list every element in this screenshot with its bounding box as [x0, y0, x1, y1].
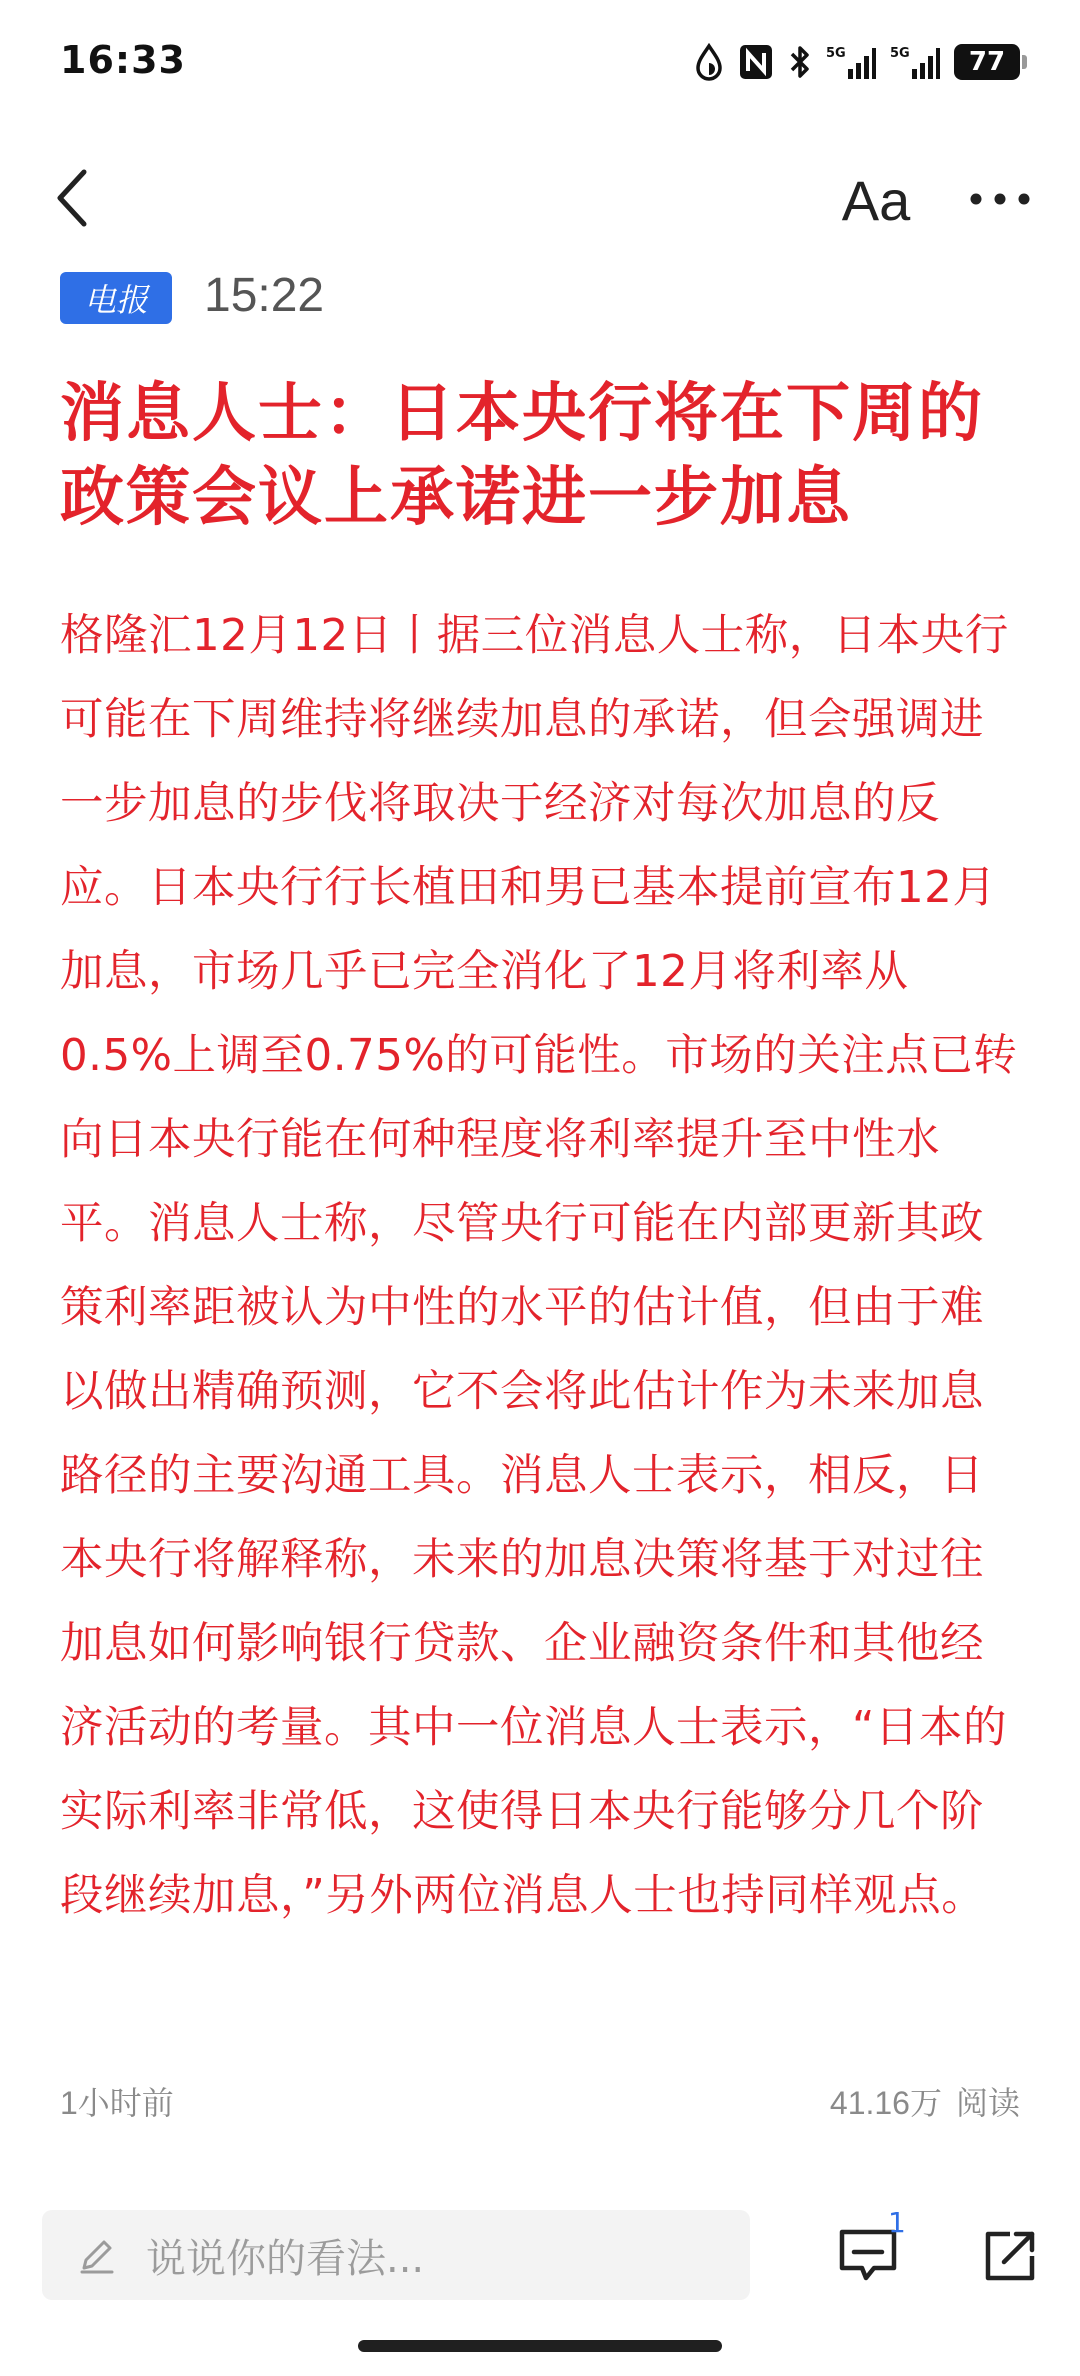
- status-time: 16:33: [60, 38, 186, 82]
- pen-icon: [76, 2234, 118, 2276]
- drop-icon: [694, 43, 724, 81]
- svg-text:5G: 5G: [826, 46, 846, 61]
- status-icons: [694, 40, 1020, 84]
- bluetooth-icon: [788, 43, 812, 81]
- more-dots-icon: [969, 191, 1031, 210]
- status-bar: [0, 0, 1080, 130]
- read-count-value: 41.16万: [829, 2085, 942, 2121]
- read-count-label: 阅读: [955, 2085, 1020, 2121]
- home-indicator[interactable]: [358, 2340, 722, 2352]
- comment-placeholder: 说说你的看法...: [146, 2235, 425, 2282]
- article-title: 消息人士：日本央行将在下周的政策会议上承诺进一步加息: [60, 377, 984, 535]
- comment-input[interactable]: [42, 2210, 750, 2300]
- nfc-icon: [738, 43, 774, 81]
- published-time: 1小时前: [60, 2085, 174, 2121]
- read-count: [816, 2078, 1020, 2124]
- article-body: 格隆汇12月12日丨据三位消息人士称，日本央行可能在下周维持将继续加息的承诺，但会强调进一步加息的步伐将取决于经济对每次加息的反应。日本央行行长植田和男已基本提前宣布12月加息，市场几乎已完全消化了12月将利率从0.5%上调至0.75%的可能性。市场的关注点已转向日本央行能在何种程度将利率提升至中性水平。消息人士称，尽管央行可能在内部更新其政策利率距被认为中性的水平的估计值，但由于难以做出精确预测，它不会将此估计作为未来加息路径的主要沟通工具。消息人士表示，相反，日本央行将解释称，未来的加息决策将基于对过往加息如何影响银行贷款、企业融资条件和其他经济活动的考量。其中一位消息人士表示，“日本的实际利率非常低，这使得日本央行能够分几个阶段继续加息，”另外两位消息人士也持同样观点。: [60, 611, 1018, 1921]
- font-size-button[interactable]: Aa: [841, 168, 911, 232]
- share-button[interactable]: [968, 2216, 1052, 2300]
- telegraph-tag: 电报: [60, 272, 172, 324]
- nav-bar: [0, 150, 1080, 250]
- chevron-left-icon: [52, 166, 92, 234]
- signal-5g-icon-1: [826, 43, 876, 81]
- svg-text:5G: 5G: [890, 46, 910, 61]
- article-footer-meta: [60, 2078, 1020, 2128]
- more-options-button[interactable]: [960, 162, 1040, 238]
- signal-5g-icon-2: [890, 43, 940, 81]
- share-icon: [980, 2226, 1040, 2290]
- back-button[interactable]: [52, 160, 122, 240]
- battery-level: 77: [968, 47, 1006, 77]
- post-time: 15:22: [204, 269, 325, 322]
- comment-count-badge: 1: [888, 2206, 906, 2239]
- battery-icon: [954, 44, 1020, 80]
